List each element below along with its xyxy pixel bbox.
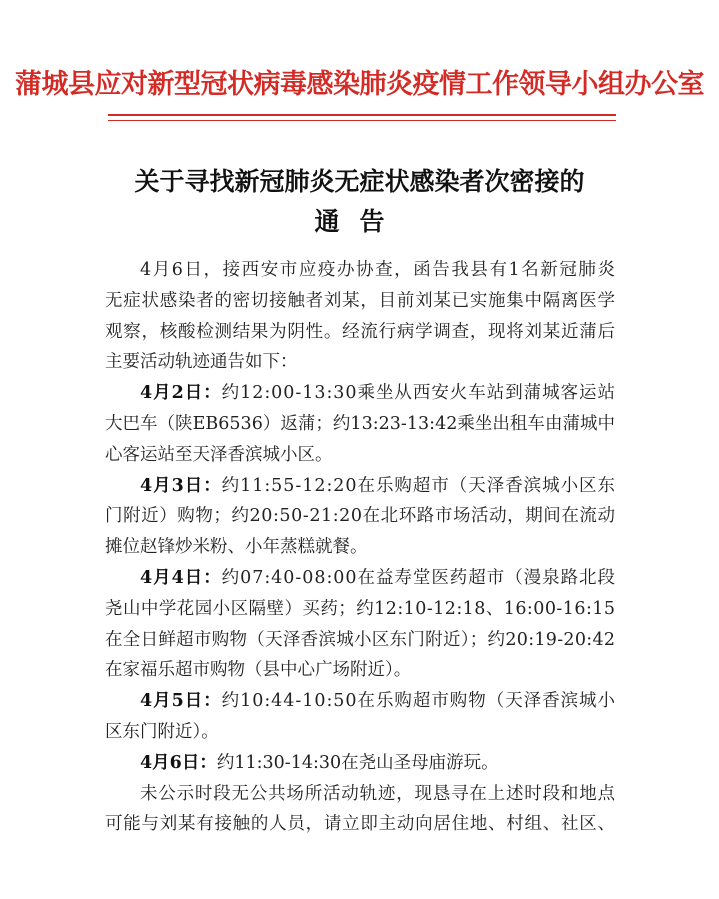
notice-title-suffix: 通告	[314, 207, 405, 236]
issuer-header: 蒲城县应对新型冠状病毒感染肺炎疫情工作领导小组办公室	[15, 69, 704, 100]
body-line	[105, 409, 615, 440]
line-text: 门附近）购物；约20:50-21:20在北环路市场活动，期间在流动	[105, 506, 616, 527]
line-text: 约10:44-10:50在乐购超市购物（天泽香滨城小	[221, 691, 616, 712]
notice-title: 关于寻找新冠肺炎无症状感染者次密接的	[134, 167, 585, 196]
body-line	[140, 255, 617, 286]
body-line	[105, 440, 333, 471]
body-line	[140, 779, 616, 810]
body-line	[105, 286, 616, 317]
header-rule-thin	[108, 120, 616, 121]
body-line	[140, 748, 499, 779]
line-text: 大巴车（陕EB6536）返蒲；约13:23-13:42乘坐出租车由蒲城中	[105, 414, 616, 434]
body-line	[105, 655, 411, 686]
line-text: 4月6日，接西安市应疫办协查，函告我县有1名新冠肺炎	[140, 260, 617, 280]
line-text: 心客运站至天泽香滨城小区。	[105, 444, 333, 465]
line-text: 摊位赵锋炒米粉、小年蒸糕就餐。	[105, 537, 368, 558]
date-label: 4月4日：	[140, 568, 222, 588]
body-line	[105, 625, 615, 656]
body-line	[105, 717, 219, 748]
line-text: 约12:00-13:30乘坐从西安火车站到蒲城客运站	[221, 383, 616, 404]
line-text: 在家福乐超市购物（县中心广场附近）。	[105, 660, 412, 681]
date-label: 4月6日：	[140, 752, 217, 773]
line-text: 约11:30-14:30在尧山圣母庙游玩。	[216, 752, 499, 773]
body-line	[140, 686, 616, 717]
body-line	[105, 809, 616, 840]
line-text: 可能与刘某有接触的人员，请立即主动向居住地、村组、社区、	[105, 814, 616, 835]
line-text: 约07:40-08:00在益寿堂医药超市（漫泉路北段	[221, 568, 616, 588]
body-line	[140, 378, 616, 409]
line-text: 观察，核酸检测结果为阴性。经流行病学调查，现将刘某近蒲后	[105, 321, 616, 342]
line-text: 主要活动轨迹通告如下：	[105, 352, 298, 373]
line-text: 约11:55-12:20在乐购超市（天泽香滨城小区东	[221, 475, 616, 496]
line-text: 未公示时段无公共场所活动轨迹，现恳寻在上述时段和地点	[140, 783, 616, 804]
body-line	[105, 532, 368, 563]
date-label: 4月5日：	[140, 691, 222, 712]
line-text: 尧山中学花园小区隔壁）买药；约12:10-12:18、16:00-16:15	[105, 598, 616, 619]
line-text: 区东门附近）。	[105, 722, 219, 742]
body-line	[140, 471, 616, 502]
body-line	[105, 347, 298, 378]
date-label: 4月3日：	[140, 475, 222, 496]
body-line	[105, 317, 616, 348]
body-line	[105, 594, 615, 625]
header-rule-thick	[108, 114, 616, 116]
body-line	[140, 563, 616, 594]
body-line	[105, 501, 616, 532]
date-label: 4月2日：	[140, 383, 222, 404]
line-text: 在全日鲜超市购物（天泽香滨城小区东门附近）；约20:19-20:42	[105, 629, 616, 650]
line-text: 无症状感染者的密切接触者刘某，目前刘某已实施集中隔离医学	[105, 290, 616, 311]
